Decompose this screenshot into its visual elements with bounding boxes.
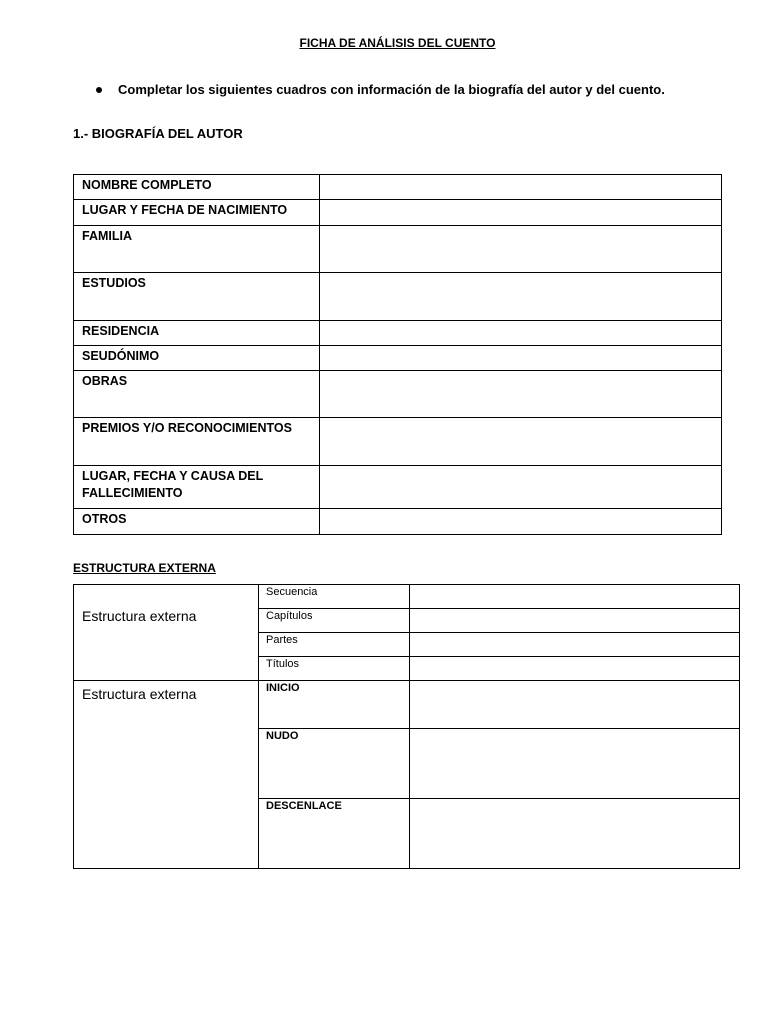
row-label-nombre: NOMBRE COMPLETO [74,175,320,200]
group-label-2: Estructura externa [74,681,259,869]
document-title: FICHA DE ANÁLISIS DEL CUENTO [299,36,496,50]
structure-table [73,584,740,869]
field-otros[interactable] [320,509,722,535]
table-row [74,509,722,535]
field-fallecimiento[interactable] [320,466,722,509]
field-secuencia[interactable] [410,585,740,609]
group-label-text: Estructura externa [82,608,197,624]
row-label-premios: PREMIOS Y/O RECONOCIMIENTOS [74,418,320,466]
row-label-familia: FAMILIA [74,226,320,273]
item-label-partes: Partes [259,633,410,657]
table-row [74,346,722,371]
item-label-nudo: NUDO [259,729,410,799]
row-label-seudonimo: SEUDÓNIMO [74,346,320,371]
field-nombre[interactable] [320,175,722,200]
field-seudonimo[interactable] [320,346,722,371]
bullet-icon [96,87,102,93]
table-row [74,200,722,226]
table-row [74,273,722,321]
field-premios[interactable] [320,418,722,466]
field-nudo[interactable] [410,729,740,799]
field-lugar-nacimiento[interactable] [320,200,722,226]
instruction-bullet [96,82,665,97]
item-label-secuencia: Secuencia [259,585,410,609]
table-row [74,371,722,418]
row-label-estudios: ESTUDIOS [74,273,320,321]
field-desenlace[interactable] [410,799,740,869]
group-label-1 [74,585,259,681]
field-inicio[interactable] [410,681,740,729]
field-titulos[interactable] [410,657,740,681]
row-label-lugar-nacimiento: LUGAR Y FECHA DE NACIMIENTO [74,200,320,226]
row-label-residencia: RESIDENCIA [74,321,320,346]
item-label-inicio: INICIO [259,681,410,729]
table-row [74,585,740,609]
table-row [74,681,740,729]
table-row [74,321,722,346]
section-title-biography: 1.- BIOGRAFÍA DEL AUTOR [73,126,243,141]
instruction-text: Completar los siguientes cuadros con información de la biografía del autor y del cuento. [118,82,665,97]
field-residencia[interactable] [320,321,722,346]
field-estudios[interactable] [320,273,722,321]
table-row [74,175,722,200]
table-row [74,466,722,509]
row-label-otros: OTROS [74,509,320,535]
row-label-fallecimiento: LUGAR, FECHA Y CAUSA DEL FALLECIMIENTO [74,466,320,509]
table-row [74,226,722,273]
section-title-structure: ESTRUCTURA EXTERNA [73,561,216,575]
field-familia[interactable] [320,226,722,273]
row-label-obras: OBRAS [74,371,320,418]
item-label-titulos: Títulos [259,657,410,681]
field-obras[interactable] [320,371,722,418]
item-label-capitulos: Capítulos [259,609,410,633]
field-partes[interactable] [410,633,740,657]
field-capitulos[interactable] [410,609,740,633]
table-row [74,418,722,466]
biography-table [73,174,722,535]
item-label-desenlace: DESCENLACE [259,799,410,869]
